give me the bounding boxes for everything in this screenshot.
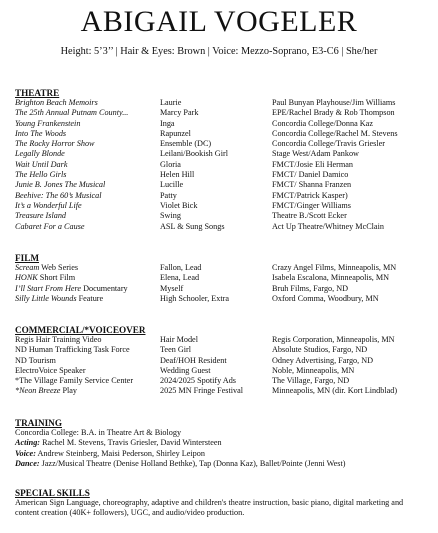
commercial-credits <box>15 335 425 397</box>
theatre-credit-row <box>15 201 425 211</box>
theatre-credit-row <box>15 222 425 232</box>
credit-role: 2025 MN Fringe Festival <box>160 386 244 396</box>
credit-title-text: Beehive: The 60’s Musical <box>15 190 102 200</box>
credit-title-text: Silly Little Wounds <box>15 293 77 303</box>
credit-role: Teen Girl <box>160 345 192 355</box>
credit-company: FMCT/Ginger Williams <box>272 200 351 210</box>
credit-company: The Village, Fargo, ND <box>272 376 350 386</box>
acting-label: Acting: <box>15 438 41 448</box>
theatre-credit-row <box>15 149 425 159</box>
commercial-credit-row <box>15 356 425 366</box>
credit-company: Minneapolis, MN (dir. Kort Lindblad) <box>272 386 398 396</box>
performer-stats: Height: 5’3’’ | Hair & Eyes: Brown | Voice: Mezzo-Soprano, E3-C6 | She/her <box>60 46 378 57</box>
credit-title <box>15 160 67 170</box>
credit-company: FMCT/Patrick Kasper) <box>272 190 348 200</box>
credit-title <box>15 170 66 180</box>
credit-title-suffix: Feature <box>76 293 104 303</box>
credit-company: FMCT/ Shanna Franzen <box>272 180 352 190</box>
credit-role: Fallon, Lead <box>160 263 202 272</box>
theatre-credit-row <box>15 119 425 129</box>
credit-title <box>15 222 85 232</box>
credit-title-text: Young Frankenstein <box>15 118 81 128</box>
film-credit-row <box>15 263 425 273</box>
dance-teachers: Jazz/Musical Theatre (Denise Holland Bethke), Tap (Donna Kaz), Ballet/Pointe (Jenni West) <box>39 458 346 468</box>
skills-heading: SPECIAL SKILLS <box>15 488 90 498</box>
commercial-credit-row <box>15 345 425 355</box>
credit-title-text: The 25th Annual Putnam County... <box>15 108 129 118</box>
credit-role: Elena, Lead <box>160 273 200 283</box>
credit-company: FMCT/ Daniel Damico <box>272 170 349 180</box>
theatre-credit-row <box>15 139 425 149</box>
theatre-credit-row <box>15 108 425 118</box>
credit-title-text: ElectroVoice Speaker <box>15 365 86 375</box>
credit-role: Hair Model <box>160 335 198 344</box>
theatre-credit-row <box>15 170 425 180</box>
credit-role: Rapunzel <box>160 128 191 138</box>
credit-company: Concordia College/Rachel M. Stevens <box>272 128 398 138</box>
credit-title-suffix: Short Film <box>37 273 76 283</box>
training-college: Concordia College: B.A. in Theatre Art & Biology <box>15 428 182 437</box>
credit-company: Noble, Minneapolis, MN <box>272 365 355 375</box>
credit-company: Isabela Escalona, Minneapolis, MN <box>272 273 390 283</box>
commercial-credit-row <box>15 335 425 345</box>
credit-title-text: Scream <box>15 263 40 272</box>
credit-role: Inga <box>160 118 175 128</box>
credit-title-text: The Hello Girls <box>15 170 67 180</box>
theatre-heading: THEATRE <box>15 88 60 98</box>
commercial-credit-row <box>15 366 425 376</box>
credit-title <box>15 201 82 211</box>
training-acting <box>15 438 425 448</box>
credit-title-text: Cabaret For a Cause <box>15 221 85 231</box>
credit-title <box>15 386 77 396</box>
credit-title-text: It’s a Wonderful Life <box>15 200 82 210</box>
credit-company: Concordia College/Donna Kaz <box>272 118 373 128</box>
credit-company: Oxford Comma, Woodbury, MN <box>272 293 379 303</box>
dance-label: Dance: <box>15 458 40 468</box>
credit-title-text: Junie B. Jones The Musical <box>15 180 106 190</box>
credit-title-suffix: Documentary <box>81 283 128 293</box>
credit-title-text: Into The Woods <box>15 128 67 138</box>
credit-title <box>15 119 80 129</box>
credit-role: Deaf/HOH Resident <box>160 355 227 365</box>
credit-title <box>15 180 105 190</box>
credit-title <box>15 273 75 283</box>
credit-company: EPE/Rachel Brady & Rob Thompson <box>272 108 395 118</box>
credit-title <box>15 345 130 355</box>
credit-title-suffix: Play <box>60 386 78 396</box>
film-credits <box>15 263 425 304</box>
acting-teachers: Rachel M. Stevens, Travis Griesler, David Wintersteen <box>40 438 222 448</box>
theatre-credit-row <box>15 129 425 139</box>
film-credit-row <box>15 273 425 283</box>
commercial-section <box>15 325 425 397</box>
credit-company: Absolute Studios, Fargo, ND <box>272 345 368 355</box>
credit-title-suffix: Web Series <box>39 263 79 272</box>
training-voice <box>15 449 425 459</box>
commercial-credit-row <box>15 376 425 386</box>
credit-company: Crazy Angel Films, Minneapolis, MN <box>272 263 397 272</box>
credit-title <box>15 294 103 304</box>
credit-role: Swing <box>160 211 181 221</box>
credit-role: 2024/2025 Spotify Ads <box>160 376 236 386</box>
credit-company: Theatre B./Scott Ecker <box>272 211 347 221</box>
credit-title <box>15 376 133 386</box>
credit-title-text: HONK <box>15 273 38 283</box>
credit-company: Stage West/Adam Pankow <box>272 149 359 159</box>
credit-title <box>15 108 128 118</box>
credit-title <box>15 366 86 376</box>
training-heading: TRAINING <box>15 418 62 428</box>
film-section <box>15 253 425 304</box>
credit-title <box>15 149 65 159</box>
credit-title-text: *Neon Breeze <box>15 386 61 396</box>
credit-role: Helen Hill <box>160 170 195 180</box>
theatre-section <box>15 88 425 232</box>
credit-title <box>15 139 95 149</box>
film-credit-row <box>15 294 425 304</box>
credit-title-text: *The Village Family Service Center <box>15 376 134 386</box>
theatre-credit-row <box>15 180 425 190</box>
performer-name: ABIGAIL VOGELER <box>80 5 358 38</box>
credit-role: Patty <box>160 190 177 200</box>
credit-company: Regis Corporation, Minneapolis, MN <box>272 335 395 344</box>
credit-role: Leilani/Bookish Girl <box>160 149 228 159</box>
credit-company: Bruh Films, Fargo, ND <box>272 283 349 293</box>
training-dance <box>15 459 425 469</box>
credit-title-text: Wait Until Dark <box>15 159 68 169</box>
credit-role: Ensemble (DC) <box>160 139 212 149</box>
credit-role: Wedding Guest <box>160 365 211 375</box>
theatre-credit-row <box>15 191 425 201</box>
theatre-credits <box>15 98 425 232</box>
credit-title-text: I’ll Start From Here <box>15 283 82 293</box>
skills-text: American Sign Language, choreography, adaptive and children's theatre instruction, basic piano, digital marketing and content creation (40K+ followers), UGC, and audio/video production. <box>15 498 404 518</box>
credit-role: High Schooler, Extra <box>160 293 230 303</box>
theatre-credit-row <box>15 98 425 108</box>
commercial-credit-row <box>15 386 425 396</box>
voice-teachers: Andrew Steinberg, Maisi Pederson, Shirley Leipon <box>35 448 205 458</box>
film-credit-row <box>15 284 425 294</box>
credit-title-text: Regis Hair Training Video <box>15 335 102 344</box>
credit-title <box>15 129 66 139</box>
credit-title-text: Brighton Beach Memoirs <box>15 98 98 107</box>
credit-role: Marcy Park <box>160 108 199 118</box>
theatre-credit-row <box>15 211 425 221</box>
voice-label: Voice: <box>15 448 36 458</box>
credit-company: Act Up Theatre/Whitney McClain <box>272 221 384 231</box>
credit-title <box>15 284 128 294</box>
credit-role: Violet Bick <box>160 200 198 210</box>
credit-title-text: The Rocky Horror Show <box>15 139 95 149</box>
credit-title <box>15 263 78 273</box>
theatre-credit-row <box>15 160 425 170</box>
credit-company: Odney Advertising, Fargo, ND <box>272 355 374 365</box>
credit-title-text: ND Human Trafficking Task Force <box>15 345 130 355</box>
credit-role: ASL & Sung Songs <box>160 221 225 231</box>
credit-role: Gloria <box>160 159 181 169</box>
credit-title <box>15 191 101 201</box>
credit-title <box>15 335 101 345</box>
credit-company: Paul Bunyan Playhouse/Jim Williams <box>272 98 396 107</box>
credit-title-text: ND Tourism <box>15 355 56 365</box>
training-section <box>15 418 425 469</box>
credit-role: Myself <box>160 283 184 293</box>
film-heading: FILM <box>15 253 39 263</box>
credit-company: FMCT/Josie Eli Herman <box>272 159 353 169</box>
credit-title-text: Treasure Island <box>15 211 67 221</box>
credit-role: Laurie <box>160 98 182 107</box>
credit-role: Lucille <box>160 180 184 190</box>
credit-title <box>15 98 98 108</box>
credit-company: Concordia College/Travis Griesler <box>272 139 385 149</box>
skills-section <box>15 488 425 519</box>
credit-title <box>15 356 56 366</box>
commercial-heading: COMMERCIAL/*VOICEOVER <box>15 325 146 335</box>
credit-title <box>15 211 66 221</box>
credit-title-text: Legally Blonde <box>15 149 65 159</box>
